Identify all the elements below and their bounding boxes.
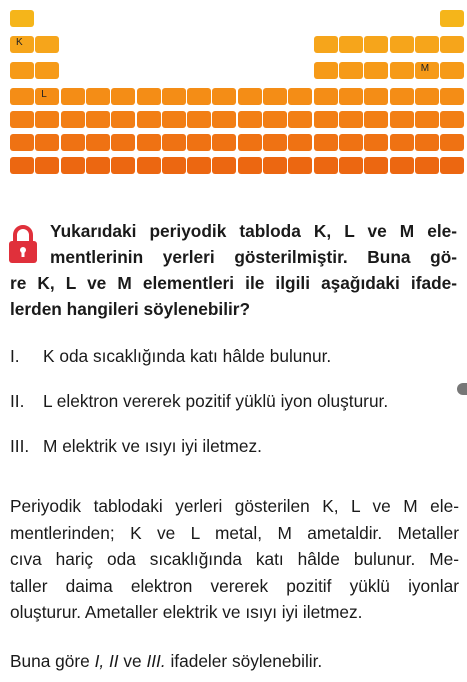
element-cell [35, 88, 59, 105]
answer-line: mentlerinden; K ve L metal, M ametaldir. Metaller [10, 522, 459, 543]
element-cell [288, 134, 312, 151]
element-cell [137, 111, 161, 128]
element-cell [390, 88, 414, 105]
element-cell [415, 111, 439, 128]
element-cell [212, 88, 236, 105]
element-cell [187, 134, 211, 151]
element-cell [86, 88, 110, 105]
element-cell [314, 134, 338, 151]
conclusion-text [10, 651, 322, 672]
conclusion-suffix: ifadeler söylenebilir. [165, 651, 323, 671]
element-cell [35, 111, 59, 128]
element-cell [61, 157, 85, 174]
element-cell [390, 134, 414, 151]
element-cell [263, 134, 287, 151]
element-cell [35, 134, 59, 151]
element-cell [86, 134, 110, 151]
element-cell [111, 157, 135, 174]
answer-line: cıva hariç oda sıcaklığında katı hâlde bulunur. Me- [10, 549, 459, 569]
element-cell [415, 134, 439, 151]
element-label-l: L [41, 89, 47, 100]
element-cell [10, 36, 34, 53]
element-cell [162, 134, 186, 151]
element-cell [263, 111, 287, 128]
element-cell [440, 157, 464, 174]
element-cell [314, 62, 338, 79]
question-text [10, 218, 457, 322]
question-line: mentlerinin yerleri gösterilmiştir. Buna gö- [50, 247, 457, 267]
element-cell [415, 36, 439, 53]
element-cell [390, 111, 414, 128]
element-cell [364, 157, 388, 174]
question-line: lerden hangileri söylenebilir? [10, 299, 251, 319]
answer-line: oluşturur. Ametaller elektrik ve ısıyı iyi iletmez. [10, 602, 363, 622]
element-cell [390, 62, 414, 79]
element-cell [86, 111, 110, 128]
element-cell [339, 111, 363, 128]
element-cell [35, 157, 59, 174]
element-cell [10, 111, 34, 128]
element-cell [364, 88, 388, 105]
element-cell [364, 111, 388, 128]
element-cell [364, 62, 388, 79]
element-cell [137, 88, 161, 105]
element-cell [314, 157, 338, 174]
element-cell [415, 62, 439, 79]
element-cell [111, 111, 135, 128]
element-cell [339, 36, 363, 53]
statement-number: I. [10, 346, 20, 366]
element-label-m: M [420, 63, 430, 74]
element-cell [314, 111, 338, 128]
conclusion-mid: ve [118, 651, 147, 671]
element-cell [162, 111, 186, 128]
element-cell [86, 157, 110, 174]
element-cell [415, 88, 439, 105]
element-label-k: K [16, 37, 23, 48]
element-cell [288, 157, 312, 174]
conclusion-last: III. [146, 651, 166, 671]
question-line: Yukarıdaki periyodik tabloda K, L ve M ele- [50, 221, 457, 241]
statement-list [10, 345, 460, 480]
element-cell [137, 157, 161, 174]
element-cell [263, 157, 287, 174]
element-cell [10, 10, 34, 27]
question-line: re K, L ve M elementleri ile ilgili aşağıdaki ifade- [10, 273, 457, 293]
element-cell [10, 62, 34, 79]
statement-number: III. [10, 436, 30, 456]
element-cell [238, 134, 262, 151]
element-cell [10, 88, 34, 105]
element-cell [238, 157, 262, 174]
element-cell [263, 88, 287, 105]
element-cell [288, 111, 312, 128]
element-cell [162, 157, 186, 174]
element-cell [35, 36, 59, 53]
answer-line: Periyodik tablodaki yerleri gösterilen K, L ve M ele- [10, 496, 459, 516]
element-cell [111, 88, 135, 105]
element-cell [238, 111, 262, 128]
element-cell [238, 88, 262, 105]
element-cell [61, 134, 85, 151]
element-cell [10, 134, 34, 151]
element-cell [314, 36, 338, 53]
statement-item [10, 390, 460, 435]
element-cell [390, 36, 414, 53]
element-cell [440, 10, 464, 27]
element-cell [162, 88, 186, 105]
element-cell [364, 36, 388, 53]
periodic-table [0, 0, 467, 200]
element-cell [364, 134, 388, 151]
answer-text [10, 493, 459, 626]
element-cell [314, 88, 338, 105]
element-cell [212, 157, 236, 174]
element-cell [339, 157, 363, 174]
element-cell [339, 62, 363, 79]
conclusion-prefix: Buna göre [10, 651, 95, 671]
statement-number: II. [10, 391, 25, 411]
element-cell [440, 36, 464, 53]
element-cell [137, 134, 161, 151]
element-cell [61, 88, 85, 105]
answer-line: taller daima elektron vererek pozitif yüklü iyonlar [10, 575, 459, 596]
statement-text: L elektron vererek pozitif yüklü iyon oluşturur. [43, 391, 389, 411]
element-cell [187, 111, 211, 128]
element-cell [187, 88, 211, 105]
statement-item [10, 435, 460, 480]
conclusion-items: I, II [94, 651, 119, 671]
statement-text: M elektrik ve ısıyı iyi iletmez. [43, 436, 262, 456]
element-cell [415, 157, 439, 174]
statement-item [10, 345, 460, 390]
element-cell [440, 88, 464, 105]
element-cell [212, 134, 236, 151]
element-cell [390, 157, 414, 174]
element-cell [111, 134, 135, 151]
statement-text: K oda sıcaklığında katı hâlde bulunur. [43, 346, 332, 366]
element-cell [187, 157, 211, 174]
element-cell [288, 88, 312, 105]
element-cell [35, 62, 59, 79]
element-cell [440, 111, 464, 128]
element-cell [212, 111, 236, 128]
element-cell [339, 134, 363, 151]
element-cell [440, 134, 464, 151]
element-cell [61, 111, 85, 128]
element-cell [10, 157, 34, 174]
element-cell [440, 62, 464, 79]
element-cell [339, 88, 363, 105]
